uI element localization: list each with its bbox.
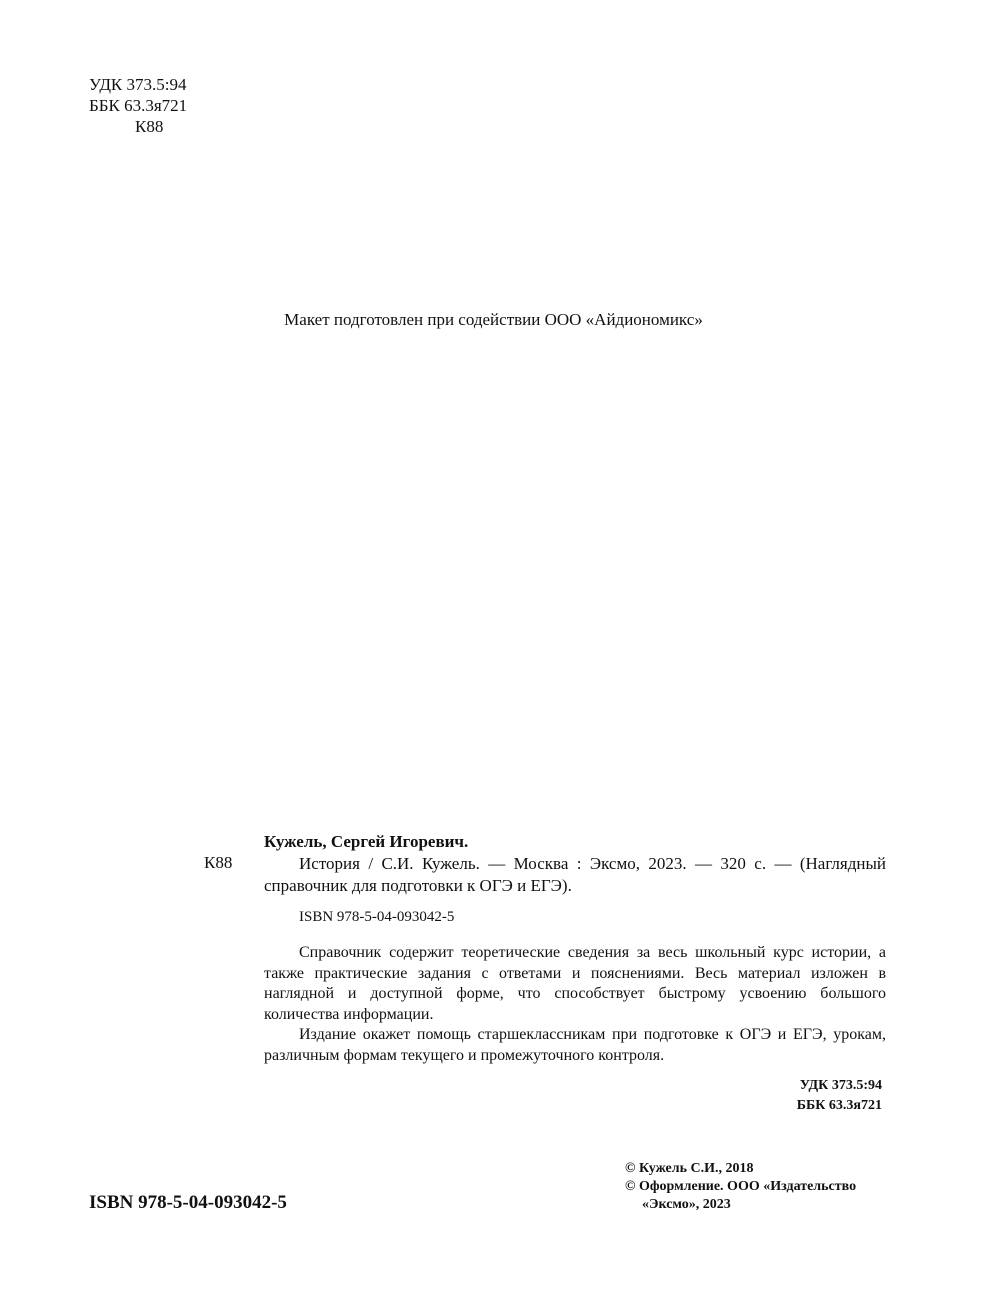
card-title-description: История / С.И. Кужель. — Москва : Эксмо, 2023. — 320 с. — (Наглядный справочник для подготовки к ОГЭ и ЕГЭ). (264, 854, 886, 895)
copyright-design-cont: «Эксмо», 2023 (642, 1197, 731, 1212)
author-mark: К88 (135, 117, 164, 136)
catalog-card (264, 831, 886, 1116)
copyright-author: © Кужель С.И., 2018 (625, 1161, 754, 1176)
annotation-paragraph-2: Издание окажет помощь старшеклассникам при подготовке к ОГЭ и ЕГЭ, урокам, различным формам текущего и промежуточного контроля. (264, 1026, 886, 1064)
card-annotation (264, 943, 886, 1066)
card-isbn: ISBN 978-5-04-093042-5 (299, 909, 455, 925)
card-author-mark: К88 (204, 853, 233, 872)
card-bbk: ББК 63.3я721 (796, 1098, 882, 1113)
isbn-footer: ISBN 978-5-04-093042-5 (89, 1192, 287, 1213)
udk-code: УДК 373.5:94 (89, 75, 187, 94)
copyright-design: © Оформление. ООО «Издательство (625, 1179, 857, 1194)
card-author: Кужель, Сергей Игоревич. (264, 832, 469, 851)
annotation-paragraph-1: Справочник содержит теоретические сведения за весь школьный курс истории, а также практические задания с ответами и пояснениями. Весь материал изложен в наглядной и доступной форме, что способствует быстрому усвоению большого количества информации. (264, 944, 886, 1023)
layout-credit-note: Макет подготовлен при содействии ООО «Айдиономикс» (284, 310, 703, 329)
copyright-block (625, 1160, 856, 1214)
card-udk: УДК 373.5:94 (799, 1078, 882, 1093)
udk-header-block (89, 74, 187, 137)
card-classification (264, 1076, 886, 1116)
bbk-code: ББК 63.3я721 (89, 96, 188, 115)
